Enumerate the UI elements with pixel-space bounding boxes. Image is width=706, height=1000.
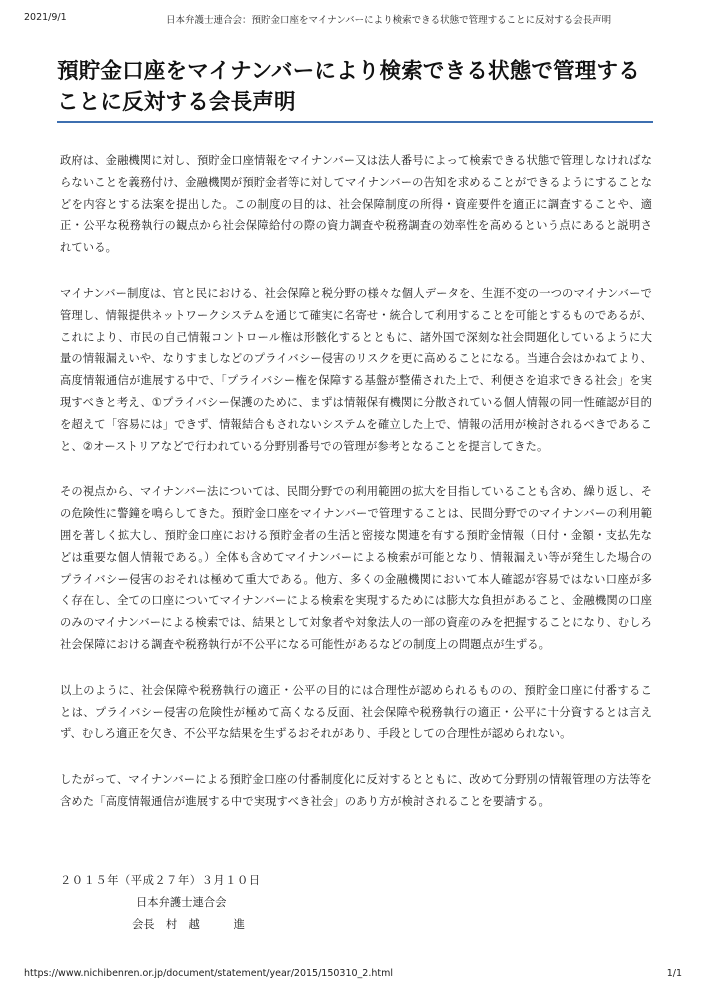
print-page-number: 1/1 [666, 968, 682, 979]
print-header [24, 12, 682, 28]
signature-block [60, 870, 261, 936]
signature-person: 会長 村 越 進 [132, 918, 245, 931]
paragraph-3: その視点から、マイナンバー法については、民間分野での利用範囲の拡大を目指していることも含め、繰り返し、その危険性に警鐘を鳴らしてきた。預貯金口座をマイナンバーで管理することは、民間分野でのマイナンバーの利用範囲を著しく拡大し、預貯金口座における預貯金者の生活と密接な関連を有する預貯金情報（日付・金額・支払先などは重要な個人情報である。）全体も含めてマイナンバーによる検索が可能となり、情報漏えい等が発生した場合のプライバシー侵害のおそれは極めて重大である。他方、多くの金融機関において本人確認が容易ではない口座が多く存在し、全ての口座についてマイナンバーによる検索を実現するためには膨大な負担があること、金融機関の口座のみのマイナンバーによる検索では、結果として対象者や対象法人の一部の資産のみを把握することになり、むしろ社会保障における調査や税務執行が不公平になる可能性があるなどの制度上の問題点が生ずる。 [60, 485, 652, 651]
paragraph-1: 政府は、金融機関に対し、預貯金口座情報をマイナンバー又は法人番号によって検索できる状態で管理しなければならないことを義務付け、金融機関が預貯金者等に対してマイナンバーの告知を求めることができるようにすることなどを内容とする法案を提出した。この制度の目的は、社会保障制度の所得・資産要件を適正に調査することや、適正・公平な税務執行の観点から社会保障給付の際の資力調査や税務調査の効率性を高めるという点にあると説明されている。 [60, 154, 652, 255]
signature-organization: 日本弁護士連合会 [136, 896, 227, 909]
print-page-title: 日本弁護士連合会：預貯金口座をマイナンバーにより検索できる状態で管理することに反対する会長声明 [166, 15, 612, 26]
paragraph-2: マイナンバー制度は、官と民における、社会保障と税分野の様々な個人データを、生涯不変の一つのマイナンバーで管理し、情報提供ネットワークシステムを通じて確実に名寄せ・統合して利用することを可能とするものであるが、これにより、市民の自己情報コントロール権は形骸化するとともに、諸外国で深刻な社会問題化しているように大量の情報漏えいや、なりすましなどのプライバシー侵害のリスクを更に高めることになる。当連合会はかねてより、高度情報通信が進展する中で、「プライバシー権を保障する基盤が整備された上で、利便さを追求できる社会」を実現すべきと考え、①プライバシー保護のために、まずは情報保有機関に分散されている個人情報の同一性確認が目的を超えて「容易には」できず、情報結合もされないシステムを確立した上で、情報の活用が検討されるべきであること、②オーストリアなどで行われている分野別番号での管理が参考となることを提言してきた。 [60, 286, 652, 453]
title-underline [57, 121, 653, 123]
print-footer [24, 968, 682, 982]
signature-date: ２０１５年（平成２７年）３月１０日 [60, 874, 261, 887]
print-date: 2021/9/1 [24, 12, 67, 23]
paragraph-5: したがって、マイナンバーによる預貯金口座の付番制度化に反対するとともに、改めて分野別の情報管理の方法等を含めた「高度情報通信が進展する中で実現すべき社会」のあり方が検討されることを要請する。 [60, 773, 652, 808]
print-url: https://www.nichibenren.or.jp/document/statement/year/2015/150310_2.html [24, 968, 394, 979]
statement-title: 預貯金口座をマイナンバーにより検索できる状態で管理することに反対する会長声明 [57, 59, 640, 115]
statement-body [60, 150, 652, 837]
paragraph-4: 以上のように、社会保障や税務執行の適正・公平の目的には合理性が認められるものの、預貯金口座に付番することは、プライバシー侵害の危険性が極めて高くなる反面、社会保障や税務執行の適正・公平に十分資するとは言えず、むしろ適正を欠き、不公平な結果を生ずるおそれがあり、手段としての合理性が認められない。 [60, 683, 652, 741]
